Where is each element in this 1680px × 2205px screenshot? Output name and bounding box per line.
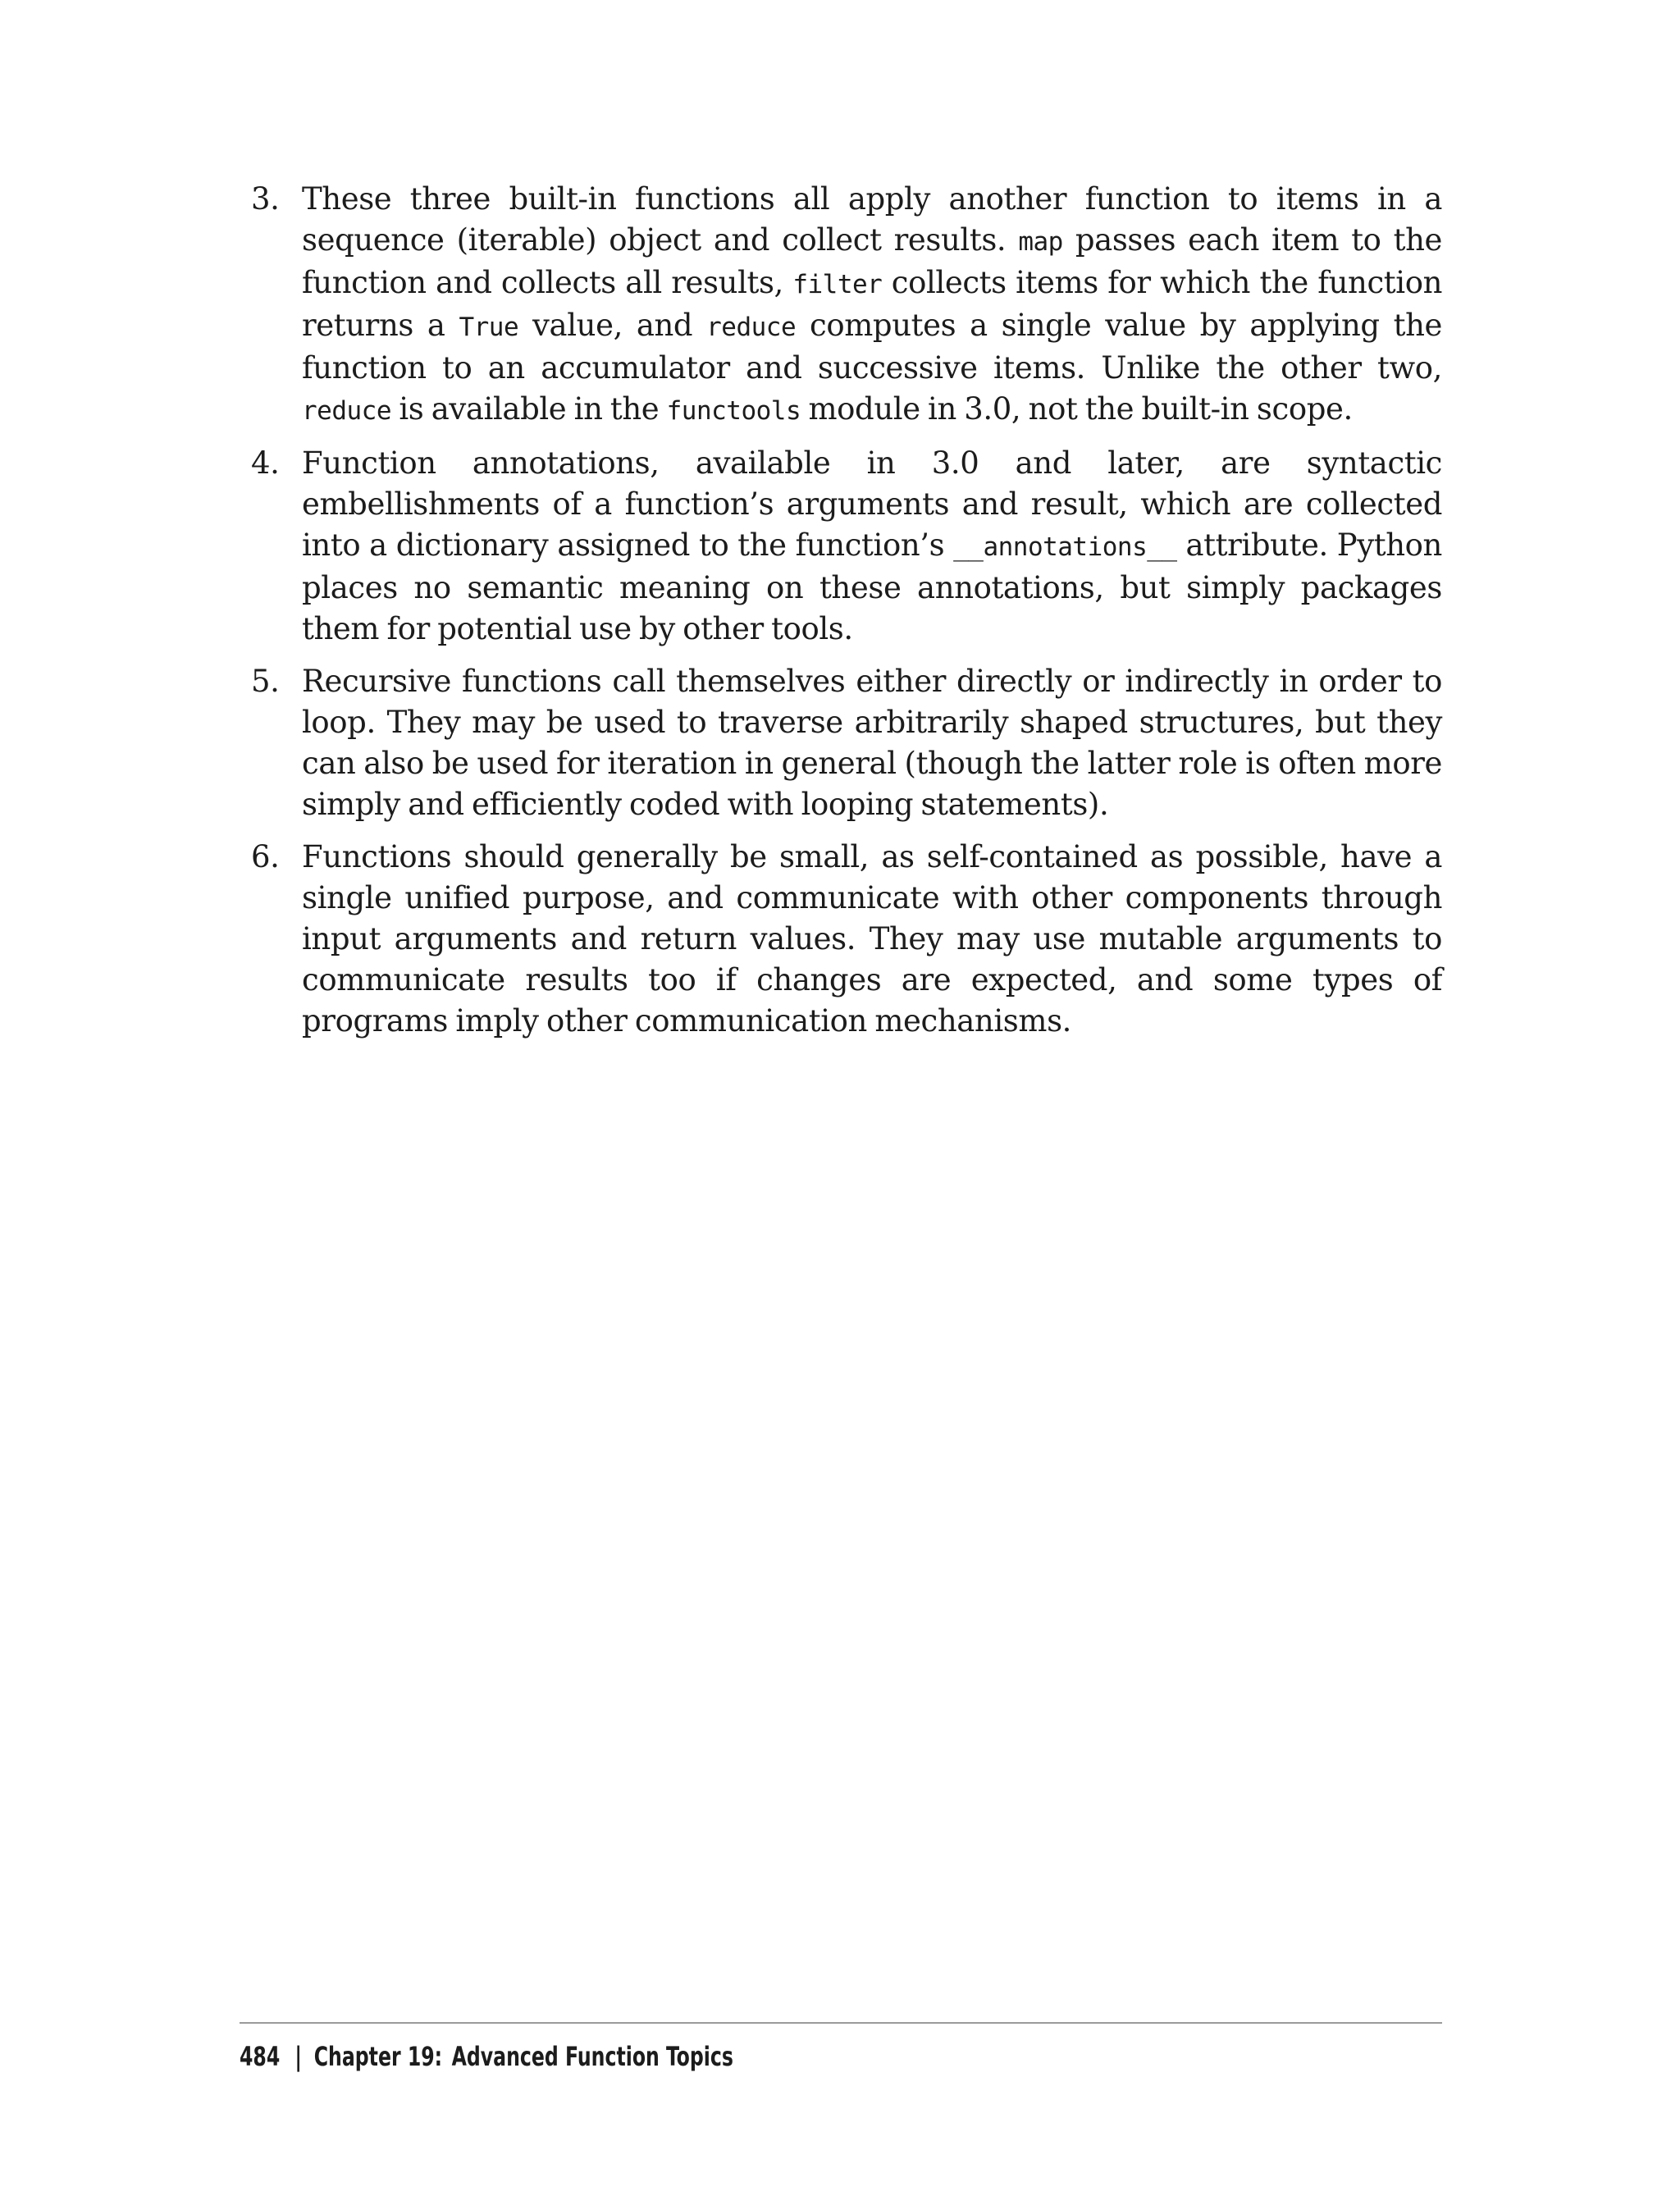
paragraph-text: attribute. Python places no semantic meaning on these annotations, but simply packages them for potential use by other tools. bbox=[302, 527, 1442, 646]
item-text bbox=[302, 445, 1442, 646]
answer-item-5 bbox=[251, 661, 1442, 825]
paragraph-text: collects items for which the function returns a bbox=[302, 265, 1442, 343]
paragraph-text: Recursive functions call themselves either directly or indirectly in order to loop. They may be used to traverse arbitrarily shaped structures, but they can also be used for iteration in general (though the latter role is often more simply and efficiently coded with looping statements). bbox=[302, 664, 1442, 822]
inline-code: __annotations__ bbox=[953, 532, 1177, 562]
inline-code: True bbox=[459, 313, 519, 342]
inline-code: reduce bbox=[302, 396, 391, 426]
paragraph-text: module in 3.0, not the built-in scope. bbox=[801, 391, 1353, 427]
answer-item-6 bbox=[251, 837, 1442, 1042]
paragraph-text: These three built-in functions all apply another function to items in a sequence (iterable) object and collect results. bbox=[302, 181, 1442, 258]
item-number: 4. bbox=[251, 445, 280, 481]
answer-item-4 bbox=[251, 443, 1442, 650]
paragraph-text: Functions should generally be small, as self-contained as possible, have a single unified purpose, and communicate with other components through input arguments and return values. They may use mutable arguments to communicate results too if changes are expected, and some types of programs imply other communication mechanisms. bbox=[302, 839, 1442, 1039]
inline-code: filter bbox=[792, 270, 883, 299]
item-text bbox=[302, 181, 1442, 427]
paragraph-text: Function annotations, available in 3.0 and later, are syntactic embellishments of a function’s arguments and result, which are collected into a dictionary assigned to the function’s bbox=[302, 445, 1442, 563]
page-number: 484 bbox=[240, 2041, 281, 2072]
paragraph-text: passes each item to the function and collects all results, bbox=[302, 222, 1442, 300]
footer-separator: | bbox=[294, 2041, 302, 2072]
item-text bbox=[302, 664, 1442, 822]
inline-code: reduce bbox=[706, 313, 797, 342]
answer-list bbox=[251, 179, 1442, 1053]
paragraph-text: value, and bbox=[518, 308, 707, 343]
item-number: 5. bbox=[251, 664, 280, 699]
item-number: 6. bbox=[251, 839, 280, 874]
item-text bbox=[302, 839, 1442, 1039]
answer-item-3 bbox=[251, 179, 1442, 431]
chapter-title: Advanced Function Topics bbox=[451, 2041, 733, 2072]
footer-divider bbox=[240, 2022, 1442, 2024]
item-number: 3. bbox=[251, 181, 280, 217]
inline-code: map bbox=[1018, 227, 1063, 257]
paragraph-text: computes a single value by applying the function to an accumulator and successive items. Unlike the other two, bbox=[302, 308, 1443, 386]
paragraph-text: is available in the bbox=[390, 391, 667, 427]
page-footer bbox=[240, 2036, 733, 2077]
chapter-label: Chapter 19: bbox=[313, 2041, 443, 2072]
inline-code: functools bbox=[666, 396, 801, 426]
